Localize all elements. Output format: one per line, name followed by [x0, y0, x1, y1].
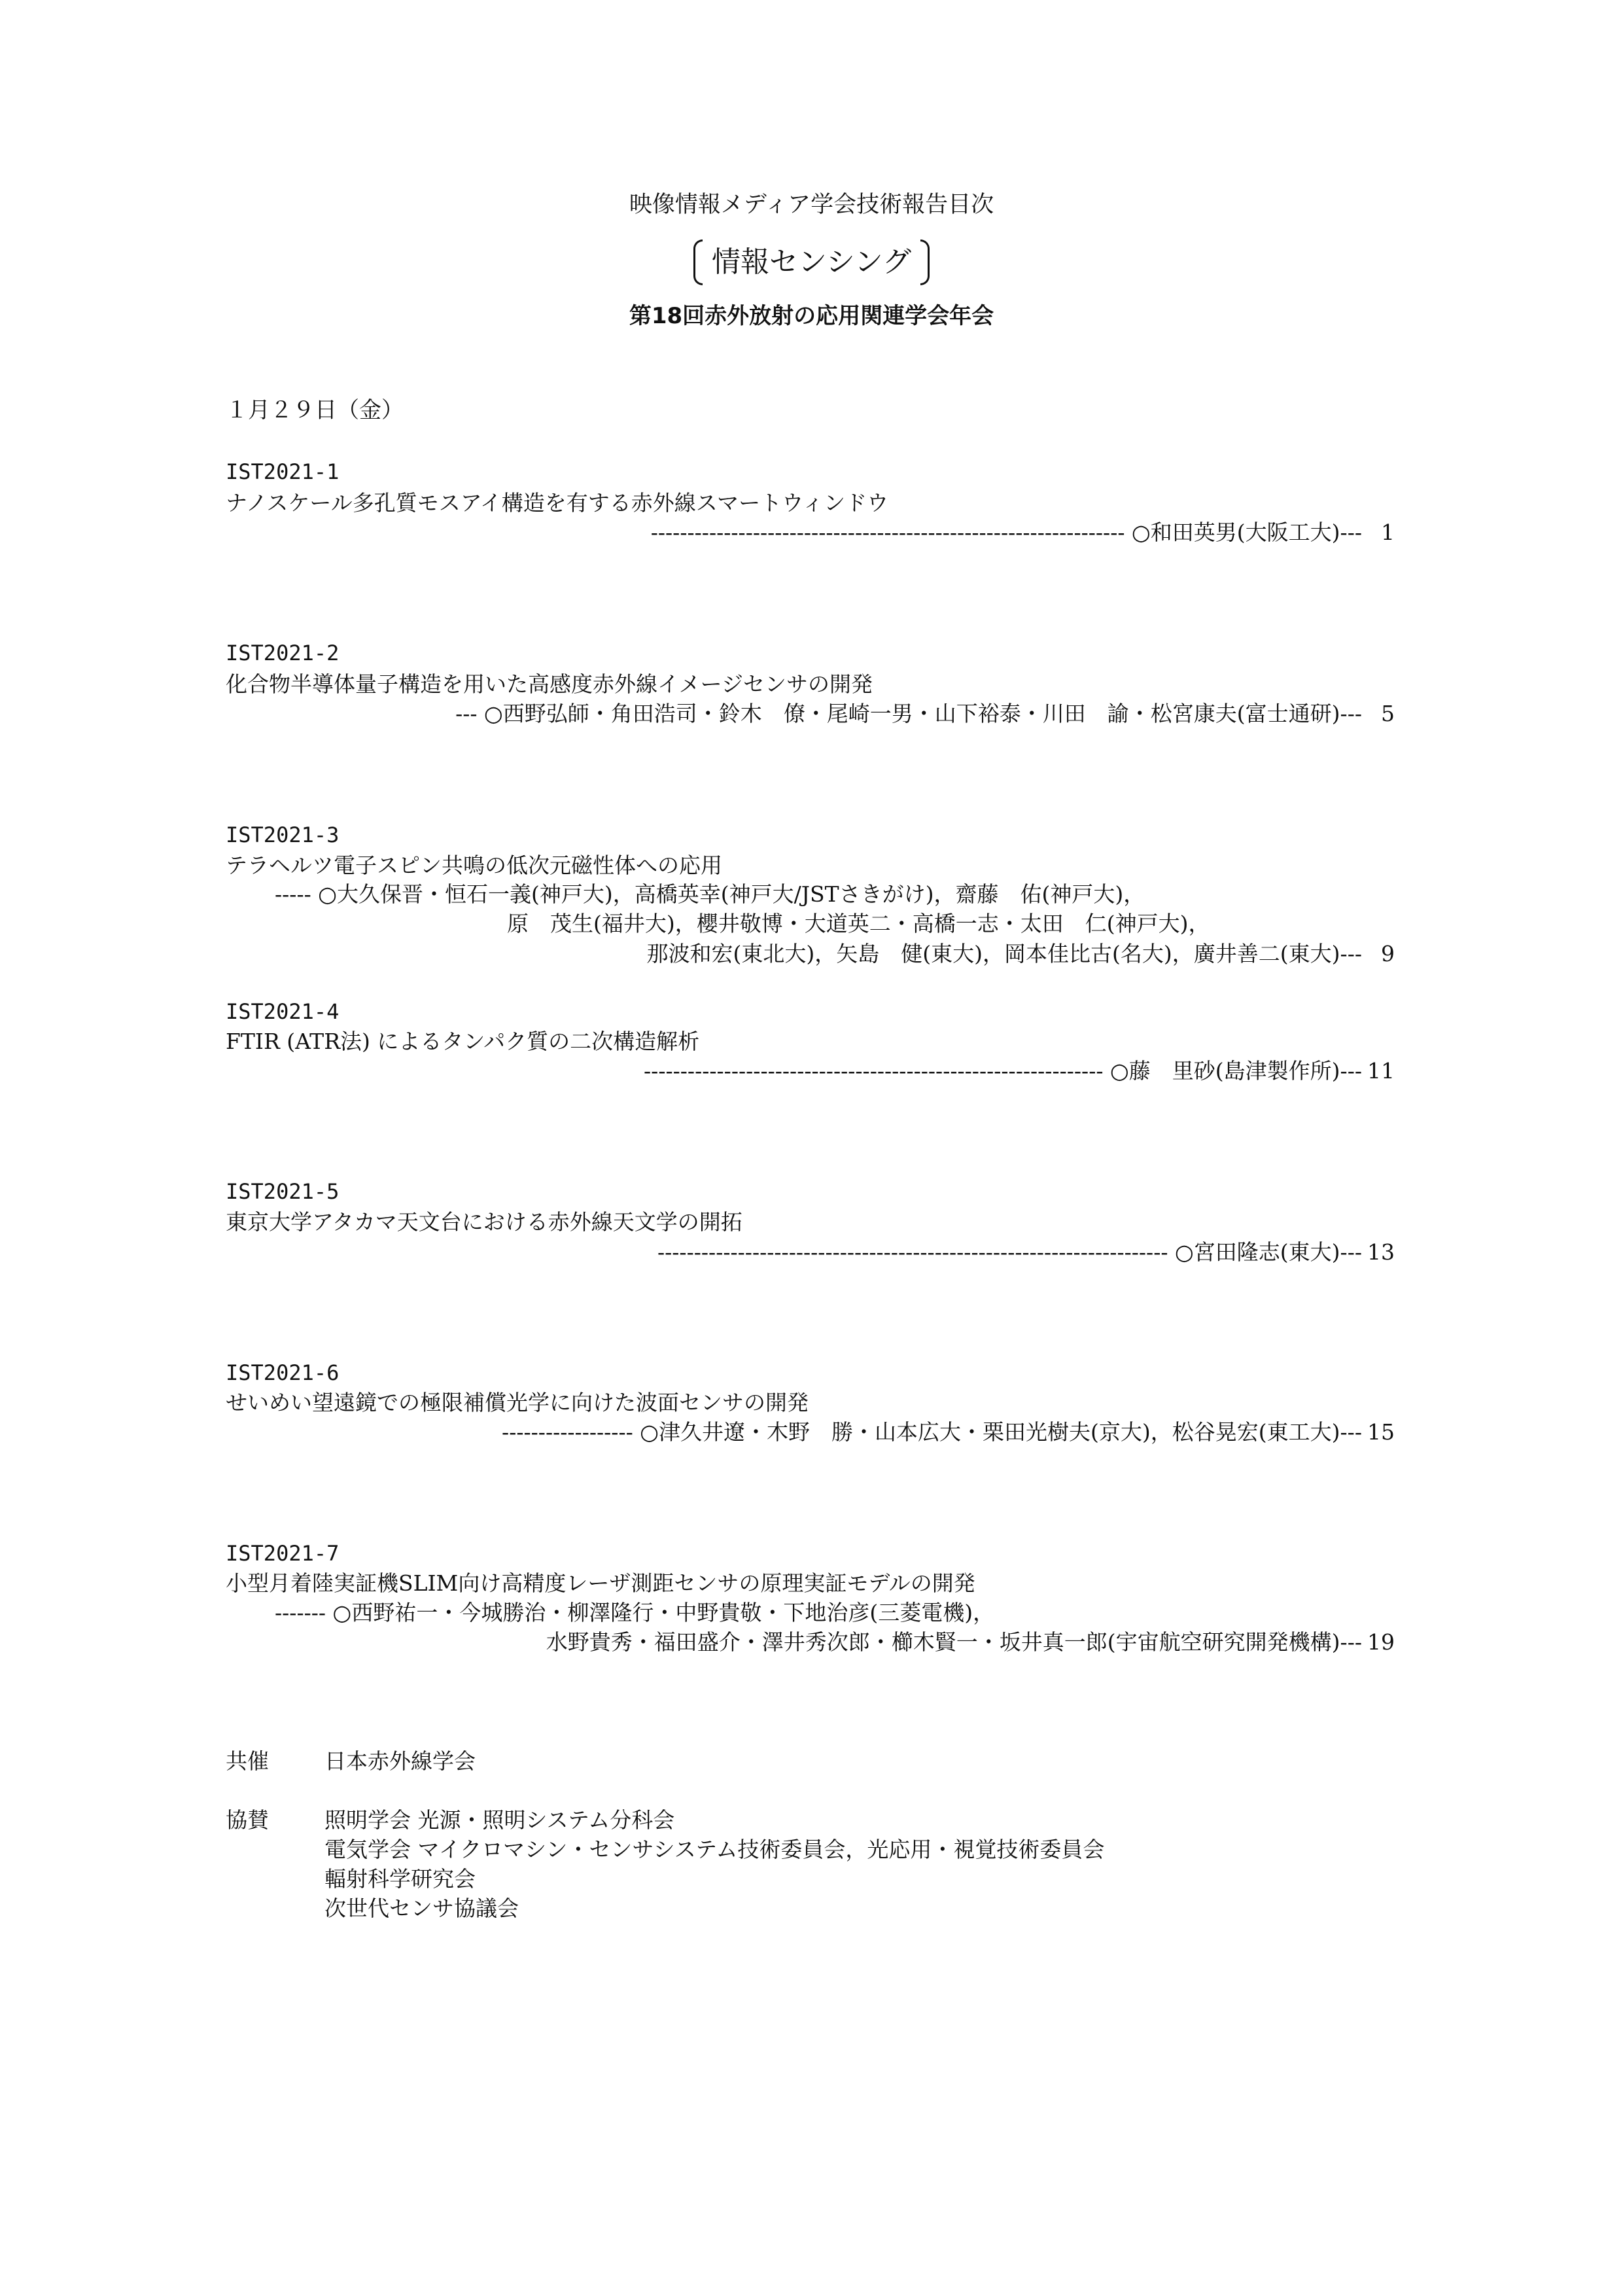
meeting-title: 第18回赤外放射の応用関連学会年会 — [629, 303, 994, 329]
paper-authors: ------------------ ○津久井遼・木野 勝・山本広大・栗田光樹夫(京大)，松谷晃宏(東工大)--- — [502, 1419, 1362, 1445]
cohost-label: 共催 — [226, 1748, 269, 1774]
paper-title: ナノスケール多孔質モスアイ構造を有する赤外線スマートウィンドウ — [226, 490, 889, 516]
paper-page: 13 — [1367, 1239, 1395, 1265]
paper-title: テラヘルツ電子スピン共鳴の低次元磁性体への応用 — [226, 853, 722, 878]
paper-id: IST2021-7 — [226, 1541, 340, 1566]
paper-page: 5 — [1381, 701, 1395, 726]
category-label — [693, 239, 930, 285]
paper-id: IST2021-5 — [226, 1179, 340, 1204]
report-subtitle: 映像情報メディア学会技術報告目次 — [629, 192, 994, 218]
paper-authors: --------------------------------------------------------------- ○藤 里砂(島津製作所)--- — [644, 1058, 1362, 1084]
paper-page: 11 — [1367, 1058, 1395, 1084]
paper-page: 19 — [1367, 1629, 1395, 1655]
paper-id: IST2021-6 — [226, 1360, 340, 1385]
paper-title: せいめい望遠鏡での極限補償光学に向けた波面センサの開発 — [226, 1390, 809, 1415]
paper-id: IST2021-4 — [226, 999, 340, 1024]
paper-title: FTIR (ATR法) によるタンパク質の二次構造解析 — [226, 1029, 700, 1054]
paper-id: IST2021-2 — [226, 641, 340, 665]
left-bracket — [693, 239, 703, 285]
paper-page: 15 — [1367, 1419, 1395, 1445]
paper-page: 1 — [1381, 520, 1395, 545]
support-item: 次世代センサ協議会 — [324, 1896, 519, 1921]
paper-authors: --- ○西野弘師・角田浩司・鈴木 僚・尾崎一男・山下裕泰・川田 諭・松宮康夫(富士通研)--- — [455, 701, 1362, 726]
right-bracket — [920, 239, 930, 285]
session-date: １月２９日（金） — [226, 397, 404, 423]
cohost-name: 日本赤外線学会 — [324, 1748, 476, 1774]
paper-page: 9 — [1381, 941, 1395, 966]
paper-authors: 水野貴秀・福田盛介・澤井秀次郎・櫛木賢一・坂井真一郎(宇宙航空研究開発機構)--- — [546, 1629, 1362, 1655]
paper-id: IST2021-1 — [226, 459, 340, 484]
paper-title: 東京大学アタカマ天文台における赤外線天文学の開拓 — [226, 1209, 742, 1235]
support-item: 輻射科学研究会 — [324, 1866, 476, 1892]
paper-authors: 原 茂生(福井大)，櫻井敬博・大道英二・高橋一志・太田 仁(神戸大)， — [507, 911, 1210, 936]
category-text: 情報センシング — [712, 245, 911, 279]
support-label: 協賛 — [226, 1807, 269, 1833]
support-item: 照明学会 光源・照明システム分科会 — [324, 1807, 675, 1833]
paper-authors: ----- ○大久保晋・恒石一義(神戸大)，高橋英幸(神戸大/JSTさきがけ)，齋藤 佑(神戸大)， — [275, 881, 1145, 907]
paper-authors: ---------------------------------------------------------------------- ○宮田隆志(東大)--- — [657, 1239, 1362, 1265]
paper-title: 小型月着陸実証機SLIM向け高精度レーザ測距センサの原理実証モデルの開発 — [226, 1570, 975, 1596]
paper-id: IST2021-3 — [226, 822, 340, 847]
category-box — [0, 239, 1623, 285]
paper-authors: 那波和宏(東北大)，矢島 健(東大)，岡本佳比古(名大)，廣井善二(東大)--- — [646, 941, 1362, 966]
paper-authors: ------- ○西野祐一・今城勝治・柳澤隆行・中野貴敬・下地治彦(三菱電機)， — [275, 1600, 995, 1625]
paper-title: 化合物半導体量子構造を用いた高感度赤外線イメージセンサの開発 — [226, 671, 873, 697]
support-item: 電気学会 マイクロマシン・センサシステム技術委員会，光応用・視覚技術委員会 — [324, 1837, 1105, 1862]
paper-authors: ----------------------------------------------------------------- ○和田英男(大阪工大)--- — [650, 520, 1362, 545]
